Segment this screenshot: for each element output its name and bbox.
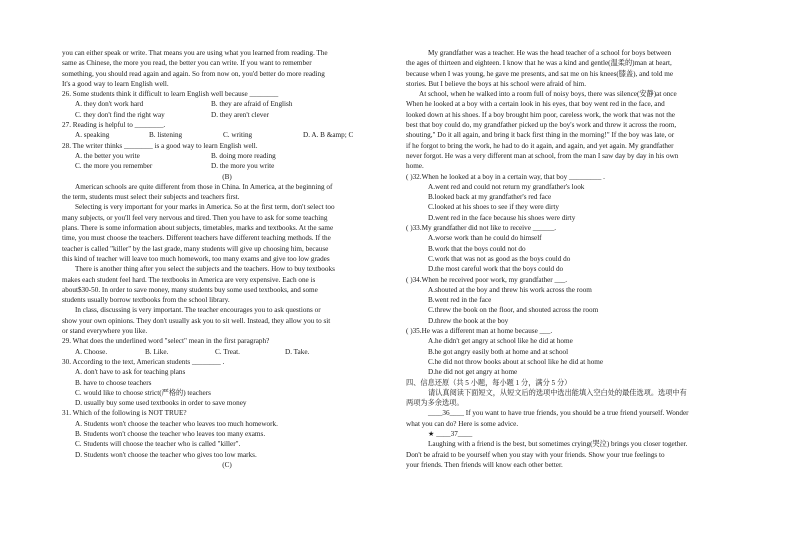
passage-line: if he forgot to bring the work, he had to do it again, and again, and yet again. My grandfather — [406, 141, 674, 150]
option-a: A.went red and could not return my grandfather's look — [428, 182, 585, 191]
option-d: D.went red in the face because his shoes were dirty — [428, 213, 576, 222]
passage-line: home. — [406, 162, 424, 171]
question-34-stem: ( )34.When he received poor work, my grandfather ___. — [406, 275, 568, 284]
option-d: D. Students won't choose the teacher who gives too low marks. — [75, 450, 257, 459]
section-4-instructions: 请认真阅读下面短文，从短文后的选项中选出能填入空白处的最佳选项。选项中有 — [428, 388, 687, 397]
option-a: A.worse work than he could do himself — [428, 234, 542, 243]
question-27-options — [62, 130, 392, 140]
section-b-label: (B) — [222, 172, 232, 181]
question-27-stem: 27. Reading is helpful to ________. — [62, 121, 166, 130]
intro-line: same as Chinese, the more you read, the better you can write. If you want to remember — [62, 59, 312, 68]
passage-line: this kind of teacher will leave too much homework, too many exams and give too low grades — [62, 254, 330, 263]
passage-line: or stand everywhere you like. — [62, 327, 148, 336]
question-28-options-row1 — [62, 151, 392, 161]
option-a: A. speaking — [75, 131, 110, 140]
passage-star-line: ★ ____37____ — [428, 429, 473, 438]
passage-line: many subjects, or you'll feel very nervous and tired. Then you have to ask for some teaching — [62, 213, 328, 222]
option-d: D. they aren't clever — [211, 110, 269, 119]
passage-line: Laughing with a friend is the best, but sometimes crying(哭泣) brings you closer together. — [428, 440, 688, 449]
passage-line: At school, when he walked into a room full of noisy boys, there was silence(安静)at once — [419, 90, 677, 99]
option-a: A.shouted at the boy and threw his work across the room — [428, 285, 592, 294]
option-c: C.work that was not as good as the boys could do — [428, 254, 571, 263]
passage-line: In class, discussing is very important. The teacher encourages you to ask questions or — [75, 306, 321, 315]
question-28-options-row2 — [62, 161, 392, 171]
question-29-options — [62, 347, 392, 357]
passage-line: the ages of thirteen and eighteen. I know that he was a kind and gentle(温柔的)man at heart, — [406, 59, 672, 68]
passage-line: ____36____ If you want to have true friends, you should be a true friend yourself. Wonder — [428, 409, 689, 418]
question-33-stem: ( )33.My grandfather did not like to receive ______. — [406, 224, 557, 233]
section-c-label: (C) — [222, 460, 232, 469]
option-a: A. don't have to ask for teaching plans — [75, 368, 186, 377]
passage-line: show your own opinions. They don't usually ask you to sit well. Instead, they allow you to sit — [62, 316, 331, 325]
intro-line: you can either speak or write. That means you are using what you learned from reading. The — [62, 49, 328, 57]
option-b: B.work that the boys could not do — [428, 244, 526, 253]
passage-line: looked down at his shoes. If a boy brought him poor, careless work, the work that was not the — [406, 110, 675, 119]
option-c: C. they don't find the right way — [75, 110, 165, 119]
passage-line: what you can do? Here is some advice. — [406, 419, 519, 428]
passage-line: There is another thing after you select the subjects and the teachers. How to buy textbooks — [75, 265, 335, 274]
intro-line: It's a good way to learn English well. — [62, 79, 169, 88]
option-c: C.he did not throw books about at school like he did at home — [428, 357, 604, 366]
option-c: C. would like to choose strict(严格的) teachers — [75, 388, 211, 397]
question-29-stem: 29. What does the underlined word "select" mean in the first paragraph? — [62, 337, 270, 346]
option-b: B.went red in the face — [428, 296, 492, 305]
option-b: B. Students won't choose the teacher who leaves too many exams. — [75, 429, 266, 438]
question-31-stem: 31. Which of the following is NOT TRUE? — [62, 409, 187, 418]
left-column — [62, 48, 392, 470]
option-c: C. writing — [223, 131, 253, 140]
option-d: D.he did not get angry at home — [428, 368, 518, 377]
option-a: A. Students won't choose the teacher who leaves too much homework. — [75, 419, 278, 428]
option-b: B. Like. — [145, 347, 169, 356]
option-c: C.threw the book on the floor, and shouted across the room — [428, 306, 599, 315]
passage-line: shouting," Do it all again, and bring it back first thing in the morning!" If the boy was late, or — [406, 131, 675, 140]
passage-line: best that boy could do, my grandfather picked up the boy's work and threw it across the room, — [406, 121, 677, 130]
question-28-stem: 28. The writer thinks ________ is a good way to learn English well. — [62, 141, 258, 150]
option-d: D.threw the book at the boy — [428, 316, 509, 325]
option-c: C. Students will choose the teacher who is called "killer". — [75, 440, 241, 449]
option-a: A. the better you write — [75, 151, 140, 160]
passage-line: your friends. Then friends will know each other better. — [406, 460, 563, 469]
right-column — [406, 48, 736, 470]
option-c: C.looked at his shoes to see if they were dirty — [428, 203, 559, 212]
option-a: A. they don't work hard — [75, 100, 144, 109]
option-a: A.he didn't get angry at school like he did at home — [428, 337, 573, 346]
option-d: D.the most careful work that the boys could do — [428, 265, 564, 274]
passage-line: plans. There is some information about subjects, timetables, marks and textbooks. At the same — [62, 224, 334, 233]
option-b: B.he got angry easily both at home and at school — [428, 347, 569, 356]
passage-line: teacher is called "killer" by the last grade, many students will give up choosing him, because — [62, 244, 329, 253]
passage-line: stories. But I believe the boys at his school were afraid of him. — [406, 79, 587, 88]
passage-line: the term, students must select their subjects and teachers first. — [62, 193, 240, 202]
passage-line: Don't be afraid to be yourself when you stay with your friends. Show your true feelings to — [406, 450, 665, 459]
option-b: B. listening — [149, 131, 183, 140]
option-c: C. Treat. — [215, 347, 240, 356]
passage-line: about$30-50. In order to save money, many students buy some used textbooks, and some — [62, 285, 318, 294]
question-26-options-row2 — [62, 110, 392, 120]
passage-line: because when I was young, he gave me presents, and sat me on his knees(膝盖), and told me — [406, 69, 674, 78]
question-35-stem: ( )35.He was a different man at home because ___. — [406, 327, 553, 336]
passage-line: Selecting is very important for your marks in America. So at the first term, don't select too — [75, 203, 335, 212]
option-b: B. doing more reading — [211, 151, 276, 160]
passage-line: time, you must choose the teachers. Different teachers have different teaching methods. If the — [62, 234, 331, 243]
option-d: D. usually buy some used textbooks in order to save money — [75, 399, 247, 408]
question-26-stem: 26. Some students think it difficult to learn English well because ________ — [62, 90, 279, 99]
passage-line: American schools are quite different from those in China. In America, at the beginning of — [75, 182, 333, 191]
question-32-stem: ( )32.When he looked at a boy in a certain way, that boy _________ . — [406, 172, 605, 181]
option-b: B.looked back at my grandfather's red face — [428, 193, 552, 202]
option-c: C. the more you remember — [75, 162, 153, 171]
option-d: D. Take. — [285, 347, 310, 356]
section-4-heading: 四、信息还原（共 5 小题，每小题 1 分，满分 5 分） — [406, 378, 572, 387]
option-b: B. have to choose teachers — [75, 378, 152, 387]
passage-line: students usually borrow textbooks from the school library. — [62, 296, 230, 305]
option-a: A. Choose. — [75, 347, 108, 356]
question-30-stem: 30. According to the text, American students ________ . — [62, 357, 225, 366]
passage-line: never forgot. He was a very different man at school, from the man I saw day by day in his own — [406, 151, 679, 160]
passage-line: When he looked at a boy with a certain look in his eyes, that boy went red in the face, and — [406, 100, 665, 109]
passage-line: makes each student feel hard. The textbooks in America are very expensive. Each one is — [62, 275, 316, 284]
option-b: B. they are afraid of English — [211, 100, 293, 109]
question-26-options-row1 — [62, 99, 392, 109]
section-4-instructions: 两项为多余选项。 — [406, 399, 464, 408]
passage-line: My grandfather was a teacher. He was the head teacher of a school for boys between — [428, 49, 672, 57]
option-d: D. A. B &amp; C — [303, 131, 354, 140]
intro-line: something, you should read again and again. So from now on, you'd better do more reading — [62, 69, 325, 78]
option-d: D. the more you write — [211, 162, 275, 171]
